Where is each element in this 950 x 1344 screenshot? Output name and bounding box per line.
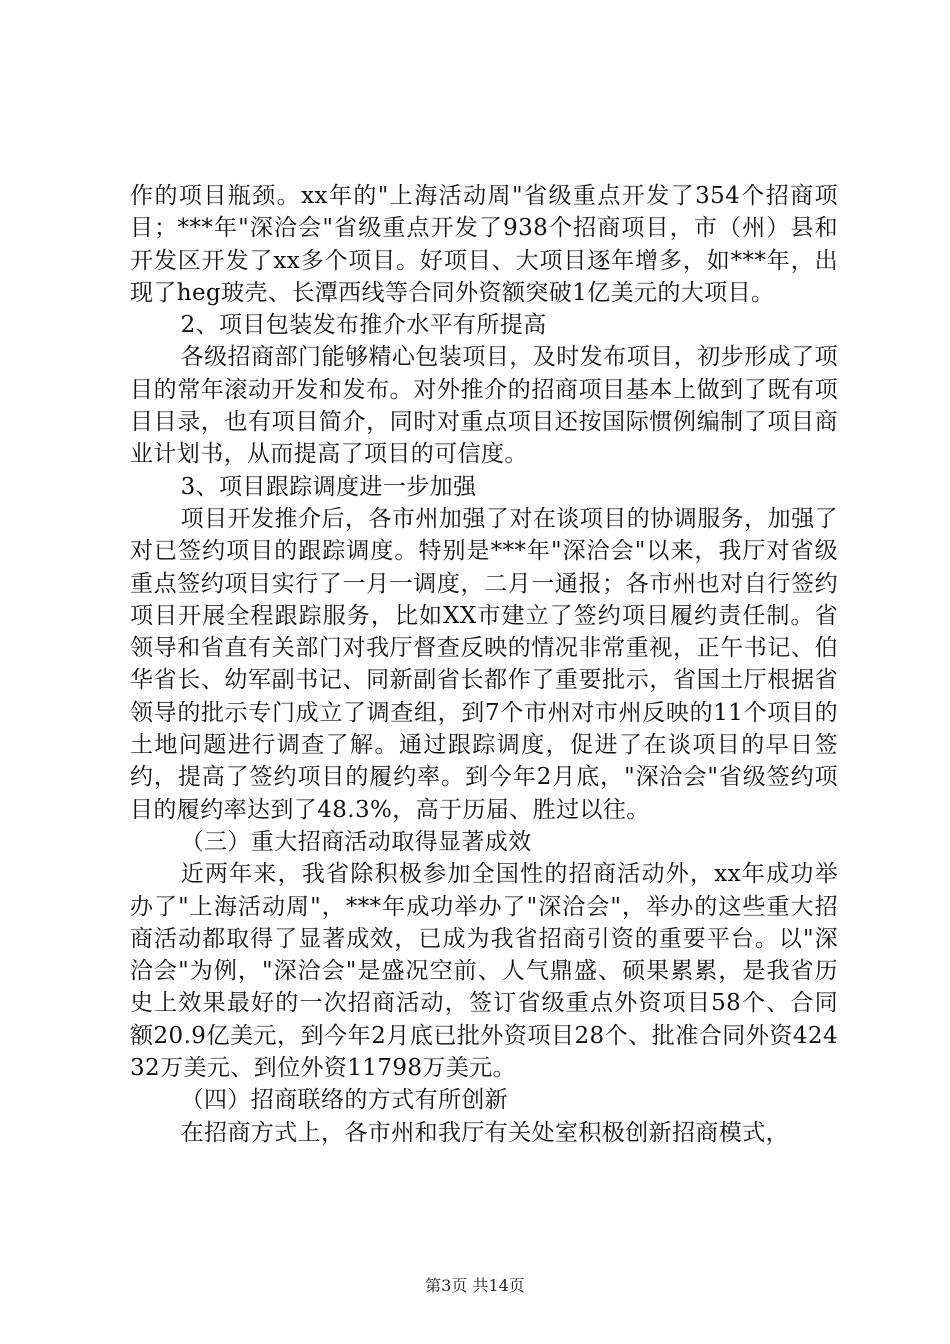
document-body <box>130 180 838 1149</box>
paragraph-major-events: 近两年来，我省除积极参加全国性的招商活动外，xx年成功举办了"上海活动周"，***年成功举办了"深洽会"，举办的这些重大招商活动都取得了显著成效，已成为我省招商引资的重要平台。以"深洽会"为例，"深洽会"是盛况空前、人气鼎盛、硕果累累，是我省历史上效果最好的一次招商活动，签订省级重点外资项目58个、合同额20.9亿美元，到今年2月底已批外资项目28个、批准合同外资42432万美元、到位外资11798万美元。 <box>130 861 838 1082</box>
subheading-project-packaging: 2、项目包装发布推介水平有所提高 <box>180 312 547 339</box>
section-heading-major-events: （三）重大招商活动取得显著成效 <box>180 828 532 855</box>
paragraph-project-packaging: 各级招商部门能够精心包装项目，及时发布项目，初步形成了项目的常年滚动开发和发布。对外推介的招商项目基本上做到了既有项目目录，也有项目简介，同时对重点项目还按国际惯例编制了项目商业计划书，从而提高了项目的可信度。 <box>130 344 838 468</box>
paragraph-project-tracking: 项目开发推介后，各市州加强了对在谈项目的协调服务，加强了对已签约项目的跟踪调度。特别是***年"深洽会"以来，我厅对省级重点签约项目实行了一月一调度，二月一通报；各市州也对自行签约项目开展全程跟踪服务，比如XX市建立了签约项目履约责任制。省领导和省直有关部门对我厅督查反映的情况非常重视，正午书记、伯华省长、幼军副书记、同新副省长都作了重要批示，省国土厅根据省领导的批示专门成立了调查组，到7个市州对市州反映的11个项目的土地问题进行调查了解。通过跟踪调度，促进了在谈项目的早日签约，提高了签约项目的履约率。到今年2月底，"深洽会"省级签约项目的履约率达到了48.3%，高于历届、胜过以往。 <box>130 505 838 823</box>
subheading-project-tracking: 3、项目跟踪调度进一步加强 <box>180 473 477 500</box>
paragraph-continuation: 作的项目瓶颈。xx年的"上海活动周"省级重点开发了354个招商项目；***年"深洽会"省级重点开发了938个招商项目，市（州）县和开发区开发了xx多个项目。好项目、大项目逐年增多，如***年，出现了heg玻壳、长潭西线等合同外资额突破1亿美元的大项目。 <box>130 183 838 306</box>
section-heading-liaison-innovation: （四）招商联络的方式有所创新 <box>180 1087 509 1114</box>
page-number-footer: 第3页 共14页 <box>425 1276 525 1295</box>
paragraph-liaison-innovation: 在招商方式上，各市州和我厅有关处室积极创新招商模式， <box>180 1119 789 1146</box>
